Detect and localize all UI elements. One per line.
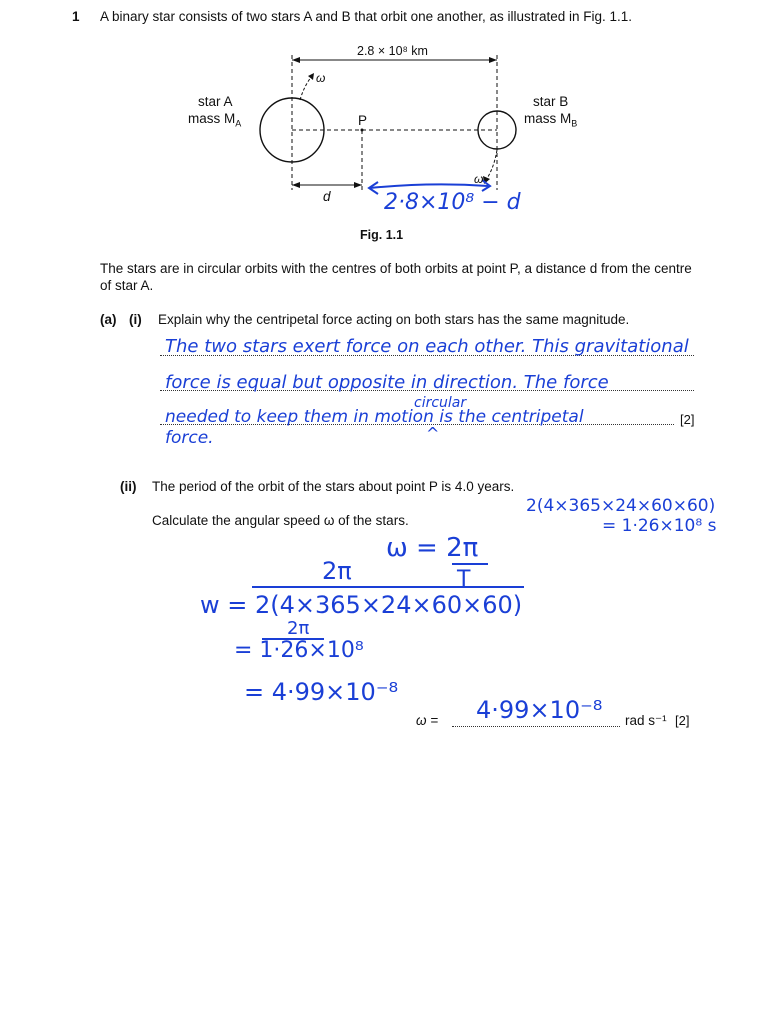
hand-answer-line-4: force. xyxy=(165,428,214,448)
separation-label: 2.8 × 10⁸ km xyxy=(357,44,428,58)
part-a-label: (a) xyxy=(100,312,117,327)
omega-units: rad s⁻¹ xyxy=(625,713,667,728)
part-a-ii-question: The period of the orbit of the stars about point P is 4.0 years. xyxy=(152,479,515,494)
part-a-i-label: (i) xyxy=(129,312,142,327)
hand-answer-line-2: force is equal but opposite in direction. The force xyxy=(165,372,609,393)
d-arrow-left xyxy=(292,182,300,188)
hand-fraction-bar xyxy=(252,586,524,588)
star-a-mass-sub: A xyxy=(235,118,242,129)
point-p-label: P xyxy=(358,113,368,128)
omega-arc-a xyxy=(300,76,312,100)
d-label: d xyxy=(323,189,331,204)
figure-1-1 xyxy=(0,0,768,260)
omega-arrow-a xyxy=(308,73,314,80)
hand-formula: ω = 2π xyxy=(386,533,479,563)
star-a-label: star A xyxy=(198,94,233,109)
hand-answer-line-3: needed to keep them in motion is the centripetal xyxy=(165,407,584,427)
omega-arc-b xyxy=(486,150,497,180)
part-a-ii-marks: [2] xyxy=(675,713,690,728)
hand-separation-note: 2·8×10⁸ − d xyxy=(384,190,521,215)
hand-numerator: 2π xyxy=(322,557,352,585)
part-a-ii-label: (ii) xyxy=(120,479,137,494)
part-a-i-question: Explain why the centripetal force acting on both stars has the same magnitude. xyxy=(158,312,630,327)
star-b-mass-text: mass M xyxy=(524,111,572,126)
hand-numerator-b: 2π xyxy=(287,618,310,639)
part-a-i-marks: [2] xyxy=(680,412,695,427)
hand-formula-bar xyxy=(452,563,488,565)
stem-paragraph: The stars are in circular orbits with the centres of both orbits at point P, a distance d from the centre of star A. xyxy=(100,261,692,293)
star-b-mass-sub: B xyxy=(571,118,578,129)
part-a-ii-instruction: Calculate the angular speed ω of the stars. xyxy=(152,513,409,528)
omega-answer-prefix: ω = xyxy=(416,713,439,728)
figure-caption: Fig. 1.1 xyxy=(360,228,404,242)
hand-w-equation: w = 2(4×365×24×60×60) xyxy=(200,591,523,619)
d-arrow-right xyxy=(354,182,362,188)
star-a-mass xyxy=(188,111,241,129)
hand-period-result: = 1·26×10⁸ s xyxy=(602,516,717,536)
hand-omega-answer: 4·99×10⁻⁸ xyxy=(476,696,603,724)
star-b-mass xyxy=(524,111,577,129)
omega-label-b: ω xyxy=(474,172,484,186)
hand-arrow-line xyxy=(370,184,488,188)
star-a-mass-text: mass M xyxy=(188,111,236,126)
point-p-dot xyxy=(361,129,364,132)
hand-formula-t: T xyxy=(457,567,471,592)
hand-eq-126: = 1·26×10⁸ xyxy=(234,638,364,663)
separation-arrow-right xyxy=(489,57,497,63)
question-intro: A binary star consists of two stars A and B that orbit one another, as illustrated in Fig. 1.1. xyxy=(100,9,633,24)
question-number: 1 xyxy=(72,9,80,24)
separation-arrow-left xyxy=(292,57,300,63)
star-b-label: star B xyxy=(533,94,569,109)
hand-period-calc: 2(4×365×24×60×60) xyxy=(526,496,716,516)
omega-label-a: ω xyxy=(316,71,326,85)
hand-insert-circular: circular xyxy=(414,395,467,411)
hand-eq-result: = 4·99×10⁻⁸ xyxy=(244,678,399,706)
hand-answer-line-1: The two stars exert force on each other. This gravitational xyxy=(165,336,689,357)
hand-caret: ^ xyxy=(426,424,440,443)
omega-answer-line[interactable] xyxy=(452,726,620,727)
